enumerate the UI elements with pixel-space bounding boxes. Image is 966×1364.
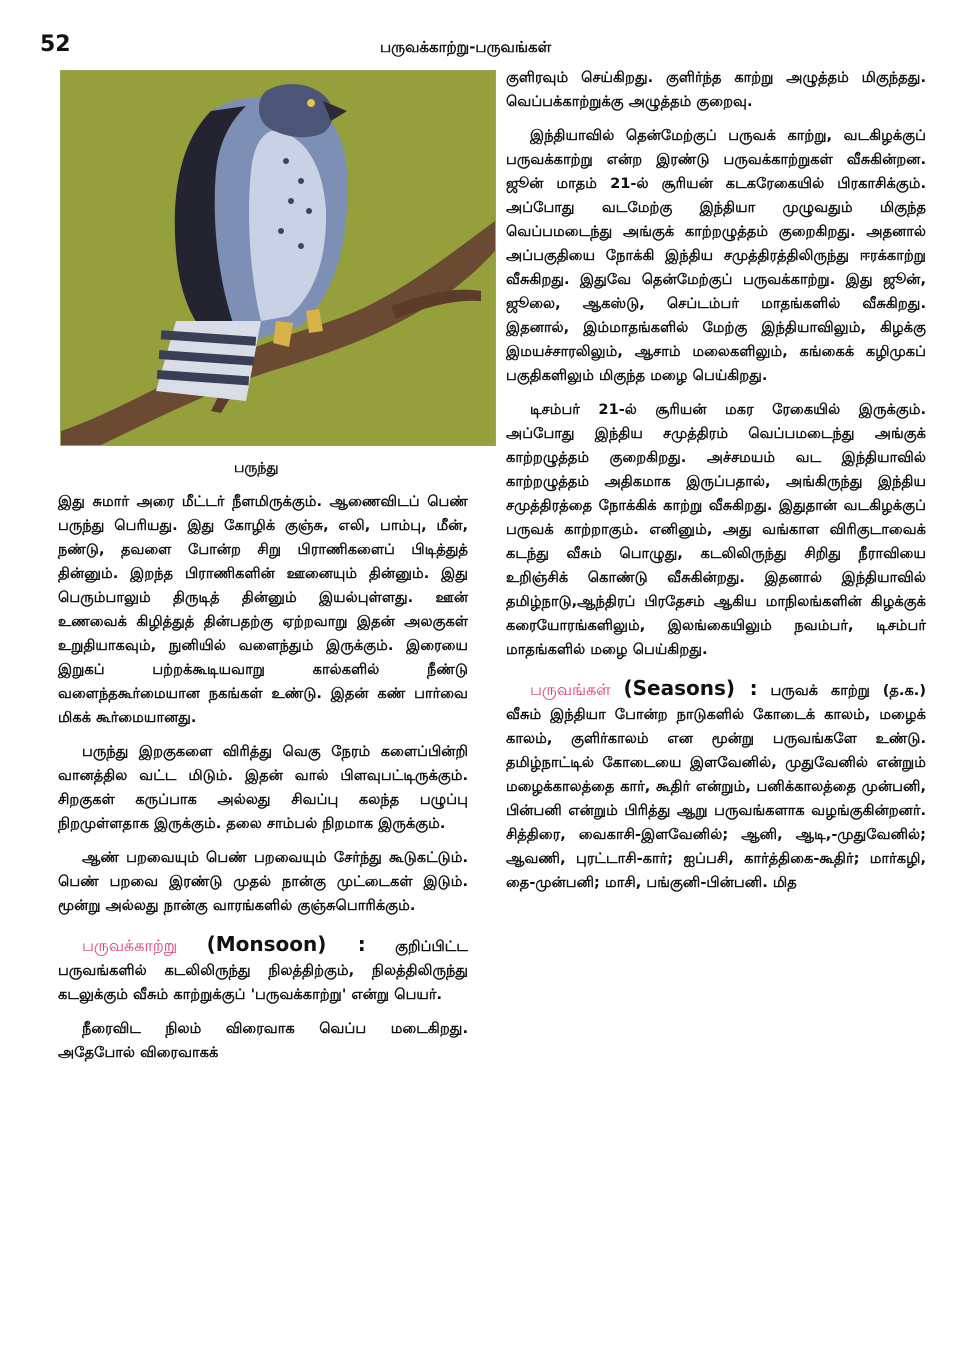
right-column: [506, 66, 926, 905]
entry-term-english: (Seasons) :: [623, 676, 758, 700]
body-paragraph: பருந்து இறகுகளை விரித்து வெகு நேரம் களைப்பின்றி வானத்தில வட்ட மிடும். இதன் வால் பிளவுபட்டிருக்கும். சிறகுகள் கருப்பாக அல்லது சிவப்பு கலந்த பழுப்பு நிறமுள்ளதாக இருக்கும். தலை சாம்பல் நிறமாக இருக்கும்.: [58, 743, 468, 832]
entry-text: பருவக் காற்று (த.க.) வீசும் இந்தியா போன்ற நாடுகளில் கோடைக் காலம், மழைக் காலம், குளிர்காலம் என மூன்று பருவங்களே உண்டு. தமிழ்நாட்டில் கோடையை இளவேனில், முதுவேனில் என்றும் மழைக்காலத்தை கார், கூதிர் என்றும், பனிக்காலத்தை முன்பனி, பின்பனி என்றும் பிரித்து ஆறு பருவங்களாக வழங்குகின்றனர். சித்திரை, வைகாசி-இளவேனில்; ஆனி, ஆடி,-முதுவேனில்; ஆவணி, புரட்டாசி-கார்; ஐப்பசி, கார்த்திகை-கூதிர்; மார்கழி, தை-முன்பனி; மாசி, பங்குனி-பின்பனி. மித: [506, 682, 926, 891]
entry-term: பருவங்கள்: [530, 680, 611, 699]
body-paragraph: இந்தியாவில் தென்மேற்குப் பருவக் காற்று, வடகிழக்குப் பருவக்காற்று என்ற இரண்டு பருவக்காற்றுகள் வீசுகின்றன. ஜூன் மாதம் 21-ல் சூரியன் கடகரேகையில் பிரகாசிக்கும். அப்போது வடமேற்கு இந்தியா முழுவதும் மிகுந்த வெப்பமடைந்து அங்குக் காற்றழுத்தம் குறைகிறது. அதனால் அப்பகுதியை நோக்கி இந்திய சமுத்திரத்திலிருந்து ஈரக்காற்று வீசுகிறது. இதுவே தென்மேற்குப் பருவக்காற்று. இது ஜூன், ஜூலை, ஆகஸ்டு, செப்டம்பர் மாதங்களில் வீசுகிறது. இதனால், இம்மாதங்களில் மேற்கு இந்தியாவிலும், கிழக்கு இமயச்சாரலிலும், ஆசாம் மலைகளிலும், கங்கைக் கழிமுகப் பகுதிகளிலும் மிகுந்த மழை பெய்கிறது.: [506, 127, 926, 384]
figure-caption: பருந்து: [234, 460, 279, 476]
entry-term: பருவக்காற்று: [82, 936, 178, 955]
body-paragraph: டிசம்பர் 21-ல் சூரியன் மகர ரேகையில் இருக்கும். அப்போது இந்திய சமுத்திரம் வெப்பமடைந்து அங்குக் காற்றழுத்தம் குறைகிறது. அச்சமயம் வட இந்தியாவில் காற்றழுத்தம் அதிகமாக இருப்பதால், அங்கிருந்து இந்திய சமுத்திரத்தை நோக்கிக் காற்று வீசுகிறது. இதுதான் வடகிழக்குப் பருவக் காற்றாகும். எனினும், அது வங்காள விரிகுடாவைக் கடந்து வீசும் பொழுது, கடலிலிருந்து சிறிது நீராவியை உறிஞ்சிக் கொண்டு வீசுகின்றது. இதனால் இந்தியாவில் தமிழ்நாடு,ஆந்திரப் பிரதேசம் ஆகிய மாநிலங்களின் கிழக்குக் கரையோரங்களிலும், இலங்கையிலும் நவம்பர், டிசம்பர் மாதங்களில் மழை பெய்கிறது.: [506, 401, 926, 658]
left-column: [58, 490, 468, 1075]
body-paragraph: ஆண் பறவையும் பெண் பறவையும் சேர்ந்து கூடுகட்டும். பெண் பறவை இரண்டு முதல் நான்கு முட்டைகள் இடும். மூன்று அல்லது நான்கு வாரங்களில் குஞ்சுபொரிக்கும்.: [58, 849, 468, 914]
entry-text: குறிப்பிட்ட பருவங்களில் கடலிலிருந்து நிலத்திற்கும், நிலத்திலிருந்து கடலுக்கும் வீசும் காற்றுக்குப் 'பருவக்காற்று' என்று பெயர்.: [58, 938, 468, 1003]
seasons-entry: [506, 676, 926, 895]
hawk-illustration: [60, 70, 496, 446]
running-title: பருவக்காற்று-பருவங்கள்: [380, 38, 552, 56]
body-paragraph: நீரைவிட நிலம் விரைவாக வெப்ப மடைகிறது. அதேபோல் விரைவாகக்: [58, 1020, 468, 1061]
page-number: 52: [40, 32, 71, 57]
body-paragraph: இது சுமார் அரை மீட்டர் நீளமிருக்கும். ஆணைவிடப் பெண் பருந்து பெரியது. இது கோழிக் குஞ்சு, எலி, பாம்பு, மீன், நண்டு, தவளை போன்ற சிறு பிராணிகளைப் பிடித்துத் தின்னும். இறந்த பிராணிகளின் ஊனையும் தின்னும். இது பெரும்பாலும் திருடித் தின்னும் இயல்புள்ளது. ஊன் உணவைக் கிழித்துத் தின்பதற்கு ஏற்றவாறு இதன் அலகுகள் உறுதியாகவும், நுனியில் வளைந்தும் இருக்கும். இரையை இறுகப் பற்றக்கூடியவாறு கால்களில் நீண்டு வளைந்தகூர்மையான நகங்கள் உண்டு. இதன் கண் பார்வை மிகக் கூர்மையானது.: [58, 493, 468, 726]
hawk-icon: [61, 71, 495, 445]
monsoon-entry: [58, 932, 468, 1007]
entry-term-english: (Monsoon) :: [206, 932, 366, 956]
body-paragraph: குளிரவும் செய்கிறது. குளிர்ந்த காற்று அழுத்தம் மிகுந்தது. வெப்பக்காற்றுக்கு அழுத்தம் குறைவு.: [506, 69, 926, 110]
